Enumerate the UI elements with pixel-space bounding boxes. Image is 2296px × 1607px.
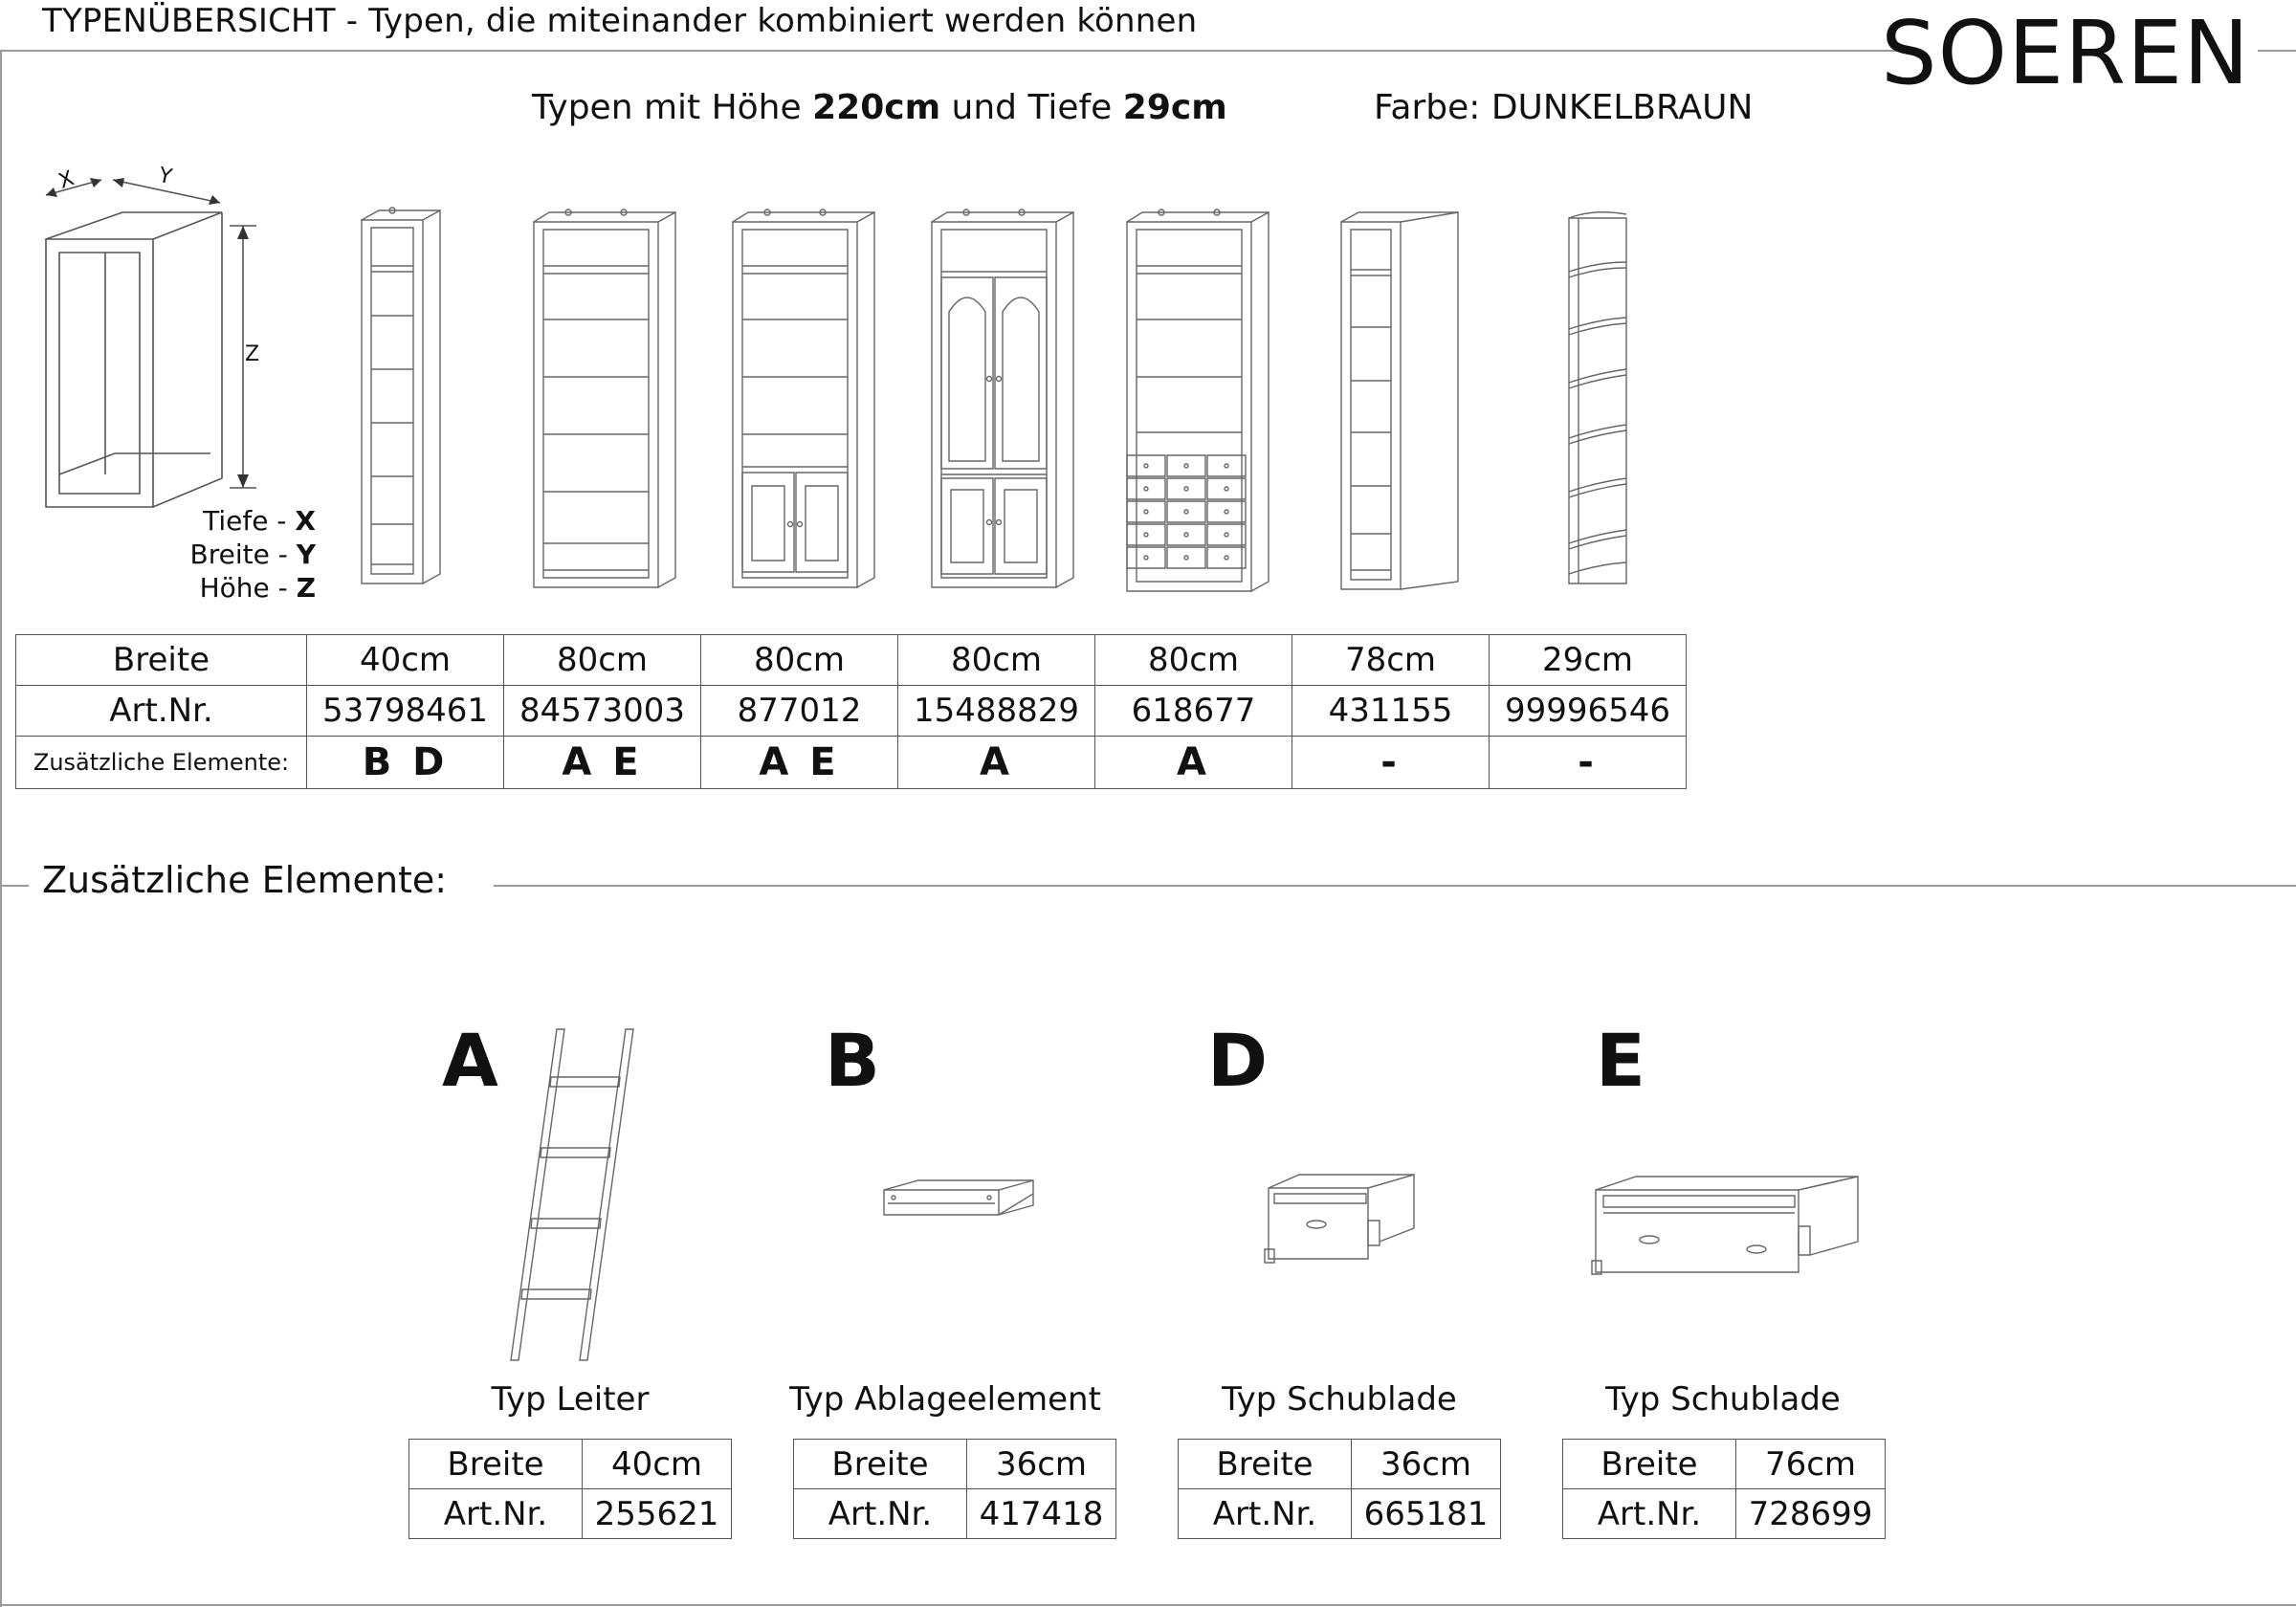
dim-y-label: Y bbox=[156, 163, 174, 190]
shelf-80cm-open-drawing bbox=[528, 199, 681, 593]
row-label-artnr: Art.Nr. bbox=[16, 686, 307, 737]
table-cell: 80cm bbox=[701, 635, 898, 686]
table-cell: 431155 bbox=[1292, 686, 1490, 737]
table-cell: 40cm bbox=[307, 635, 504, 686]
shelf-80cm-doors-drawing bbox=[727, 199, 880, 593]
table-cell: Breite bbox=[1563, 1440, 1736, 1489]
table-row bbox=[1563, 1440, 1886, 1489]
table-cell: 728699 bbox=[1736, 1489, 1886, 1539]
table-cell: Breite bbox=[794, 1440, 967, 1489]
dim-legend bbox=[96, 505, 316, 610]
table-cell: 80cm bbox=[898, 635, 1095, 686]
table-cell: 76cm bbox=[1736, 1440, 1886, 1489]
legend-width: Breite - Y bbox=[189, 539, 316, 570]
row-label-breite: Breite bbox=[16, 635, 307, 686]
table-cell: Art.Nr. bbox=[794, 1489, 967, 1539]
table-row bbox=[16, 635, 1687, 686]
table-cell: 15488829 bbox=[898, 686, 1095, 737]
element-a-table bbox=[408, 1439, 732, 1539]
table-cell: 80cm bbox=[504, 635, 701, 686]
table-row bbox=[1563, 1489, 1886, 1539]
shelf-78cm-corner-drawing bbox=[1334, 203, 1464, 597]
section-divider-left bbox=[0, 885, 29, 887]
table-cell: Breite bbox=[409, 1440, 583, 1489]
element-e-table bbox=[1562, 1439, 1886, 1539]
dimension-box-drawing bbox=[0, 153, 287, 517]
legend-height: Höhe - Z bbox=[199, 572, 316, 604]
table-cell: 78cm bbox=[1292, 635, 1490, 686]
table-cell: A bbox=[898, 737, 1095, 789]
table-cell: 665181 bbox=[1352, 1489, 1501, 1539]
table-cell: A E bbox=[701, 737, 898, 789]
frame-bottom-line bbox=[0, 1604, 2296, 1606]
element-letter-e: E bbox=[1596, 1018, 1645, 1103]
shelf-29cm-end-drawing bbox=[1556, 205, 1632, 591]
table-cell: Art.Nr. bbox=[409, 1489, 583, 1539]
subtitle bbox=[532, 88, 1227, 127]
table-row bbox=[794, 1440, 1116, 1489]
element-caption-a: Typ Leiter bbox=[491, 1380, 650, 1419]
table-cell: 877012 bbox=[701, 686, 898, 737]
subtitle-depth: 29cm bbox=[1122, 88, 1227, 127]
header-title: TYPENÜBERSICHT - Typen, die miteinander kombiniert werden können bbox=[42, 2, 1198, 40]
element-caption-b: Typ Ablageelement bbox=[789, 1380, 1101, 1419]
table-cell: A bbox=[1095, 737, 1292, 789]
element-caption-e: Typ Schublade bbox=[1605, 1380, 1841, 1419]
subtitle-middle: und Tiefe bbox=[940, 88, 1123, 127]
table-cell: 99996546 bbox=[1490, 686, 1687, 737]
table-cell: 29cm bbox=[1490, 635, 1687, 686]
table-cell: Art.Nr. bbox=[1179, 1489, 1352, 1539]
element-letter-d: D bbox=[1207, 1018, 1269, 1103]
subtitle-prefix: Typen mit Höhe bbox=[532, 88, 813, 127]
table-cell: - bbox=[1292, 737, 1490, 789]
table-cell: 84573003 bbox=[504, 686, 701, 737]
table-row bbox=[794, 1489, 1116, 1539]
subtitle-height: 220cm bbox=[812, 88, 941, 127]
frame-top-right-line bbox=[2258, 50, 2296, 52]
table-cell: 618677 bbox=[1095, 686, 1292, 737]
shelf-80cm-vitrine-drawing bbox=[926, 197, 1079, 593]
shelf-80cm-drawers-drawing bbox=[1121, 199, 1274, 597]
table-cell: 417418 bbox=[967, 1489, 1116, 1539]
main-spec-table bbox=[15, 634, 1687, 789]
element-b-table bbox=[793, 1439, 1116, 1539]
element-letter-a: A bbox=[442, 1018, 498, 1103]
table-cell: 40cm bbox=[583, 1440, 732, 1489]
table-row bbox=[16, 737, 1687, 789]
table-cell: Art.Nr. bbox=[1563, 1489, 1736, 1539]
table-row bbox=[16, 686, 1687, 737]
dim-x-label: X bbox=[55, 166, 77, 194]
table-cell: A E bbox=[504, 737, 701, 789]
row-label-extras: Zusätzliche Elemente: bbox=[16, 737, 307, 789]
elements-heading: Zusätzliche Elemente: bbox=[36, 859, 453, 901]
drawer-76cm-drawing bbox=[1588, 1173, 1866, 1288]
table-row bbox=[409, 1440, 732, 1489]
table-cell: 255621 bbox=[583, 1489, 732, 1539]
table-cell: 36cm bbox=[967, 1440, 1116, 1489]
element-caption-d: Typ Schublade bbox=[1222, 1380, 1457, 1419]
section-divider-right bbox=[494, 885, 2296, 887]
table-cell: 36cm bbox=[1352, 1440, 1501, 1489]
brand-logo: SOEREN bbox=[1881, 2, 2250, 104]
shelf-40cm-drawing bbox=[358, 199, 446, 587]
shelf-element-drawing bbox=[880, 1177, 1043, 1234]
frame-top-line bbox=[0, 50, 1906, 52]
table-row bbox=[1179, 1489, 1501, 1539]
color-label: Farbe: DUNKELBRAUN bbox=[1374, 88, 1754, 127]
drawer-36cm-drawing bbox=[1261, 1171, 1424, 1266]
table-cell: - bbox=[1490, 737, 1687, 789]
table-cell: 53798461 bbox=[307, 686, 504, 737]
dim-z-label: Z bbox=[245, 342, 260, 366]
ladder-drawing bbox=[507, 1024, 651, 1368]
legend-depth: Tiefe - X bbox=[203, 505, 316, 537]
table-cell: Breite bbox=[1179, 1440, 1352, 1489]
table-row bbox=[1179, 1440, 1501, 1489]
table-cell: 80cm bbox=[1095, 635, 1292, 686]
table-row bbox=[409, 1489, 732, 1539]
element-d-table bbox=[1178, 1439, 1501, 1539]
table-cell: B D bbox=[307, 737, 504, 789]
element-letter-b: B bbox=[825, 1018, 880, 1103]
